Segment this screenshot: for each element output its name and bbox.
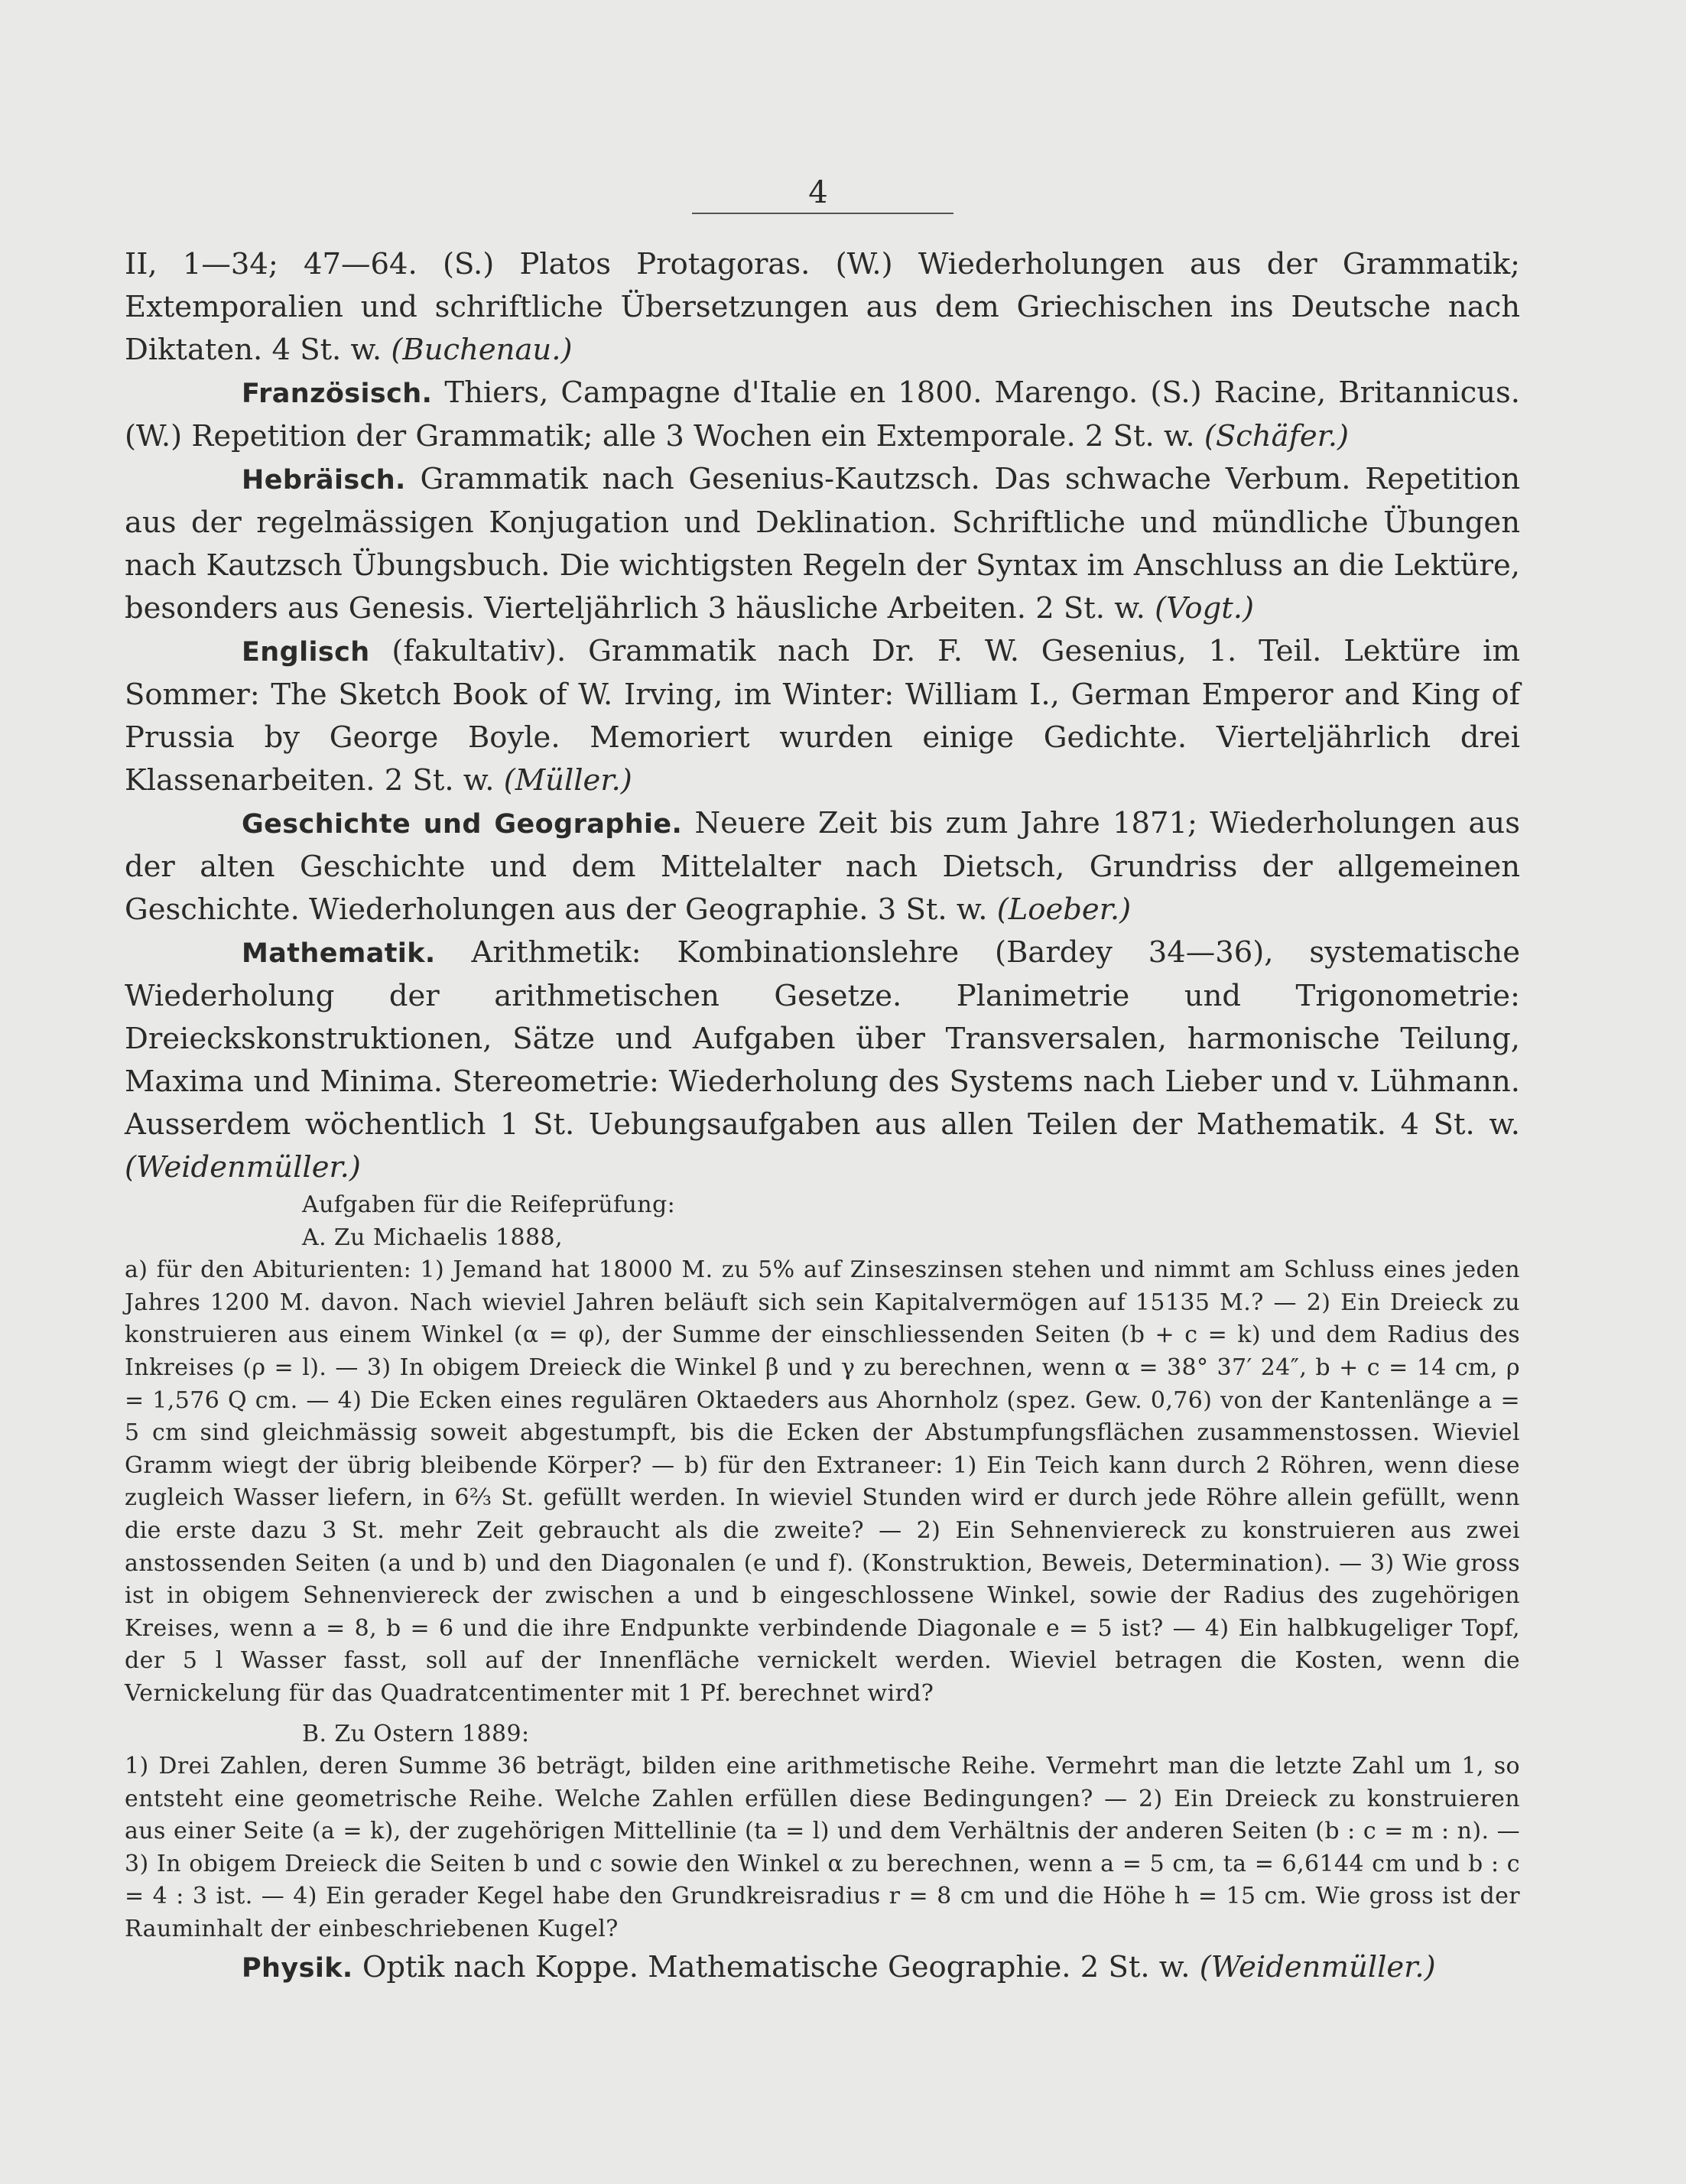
teacher-name: (Loeber.) (996, 892, 1132, 927)
subject-heading: Französisch. (242, 379, 433, 409)
teacher-name: (Weidenmüller.) (125, 1150, 361, 1185)
page-number: 4 (808, 175, 828, 210)
subject-text: Thiers, Campagne d'Italie en 1800. Marengo. (S.) Racine, Britannicus. (W.) Repetition der Grammatik; alle 3 Wochen ein Extemporale. 2 St. w. (125, 375, 1520, 453)
paragraph (125, 243, 1520, 372)
teacher-name: (Schäfer.) (1204, 419, 1350, 453)
subject-heading: Mathematik. (242, 938, 436, 969)
subject-paragraph (125, 802, 1520, 931)
exam-problems: a) für den Abiturienten: 1) Jemand hat 18000 M. zu 5% auf Zinseszinsen stehen und nimmt am Schluss eines jeden Jahres 1200 M. davon. Nach wieviel Jahren beläuft sich sein Kapitalvermögen auf 15135 M.? — 2) Ein Dreieck zu konstruieren aus einem Winkel (α = φ), der Summe der einschliessenden Seiten (b + c = k) und dem Radius des Inkreises (ρ = l). — 3) In obigem Dreieck die Winkel β und γ zu berechnen, wenn α = 38° 37′ 24″, b + c = 14 cm, ρ = 1,576 Q cm. — 4) Die Ecken eines regulären Oktaeders aus Ahornholz (spez. Gew. 0,76) von der Kantenlänge a = 5 cm sind gleichmässig soweit abgestumpft, bis die Ecken der Abstumpfungsflächen zusammenstossen. Wieviel Gramm wiegt der übrig bleibende Körper? — b) für den Extraneer: 1) Ein Teich kann durch 2 Röhren, wenn diese zugleich Wasser liefern, in 6⅔ St. gefüllt werden. In wieviel Stunden wird er durch jede Röhre allein gefüllt, wenn die erste dazu 3 St. mehr Zeit gebraucht als die zweite? — 2) Ein Sehnenviereck zu konstruieren aus zwei anstossenden Seiten (a und b) und den Diagonalen (e und f). (Konstruktion, Beweis, Determination). — 3) Wie gross ist in obigem Sehnenviereck der zwischen a und b eingeschlossene Winkel, sowie der Radius des zugehörigen Kreises, wenn a = 8, b = 6 und die ihre Endpunkte verbindende Diagonale e = 5 ist? — 4) Ein halbkugeliger Topf, der 5 l Wasser fasst, soll auf der Innenfläche vernickelt werden. Wieviel betragen die Kosten, wenn die Vernickelung für das Quadratcentimenter mit 1 Pf. berechnet wird? (125, 1256, 1520, 1707)
exam-subheading: B. Zu Ostern 1889: (302, 1720, 530, 1747)
subject-paragraph (125, 630, 1520, 802)
subject-paragraph (125, 931, 1520, 1189)
exam-subheading: Aufgaben für die Reifeprüfung: (302, 1191, 676, 1218)
teacher-name: (Müller.) (503, 763, 632, 798)
subject-heading: Englisch (242, 637, 370, 668)
header-rule (692, 213, 953, 214)
exam-problems: 1) Drei Zahlen, deren Summe 36 beträgt, bilden eine arithmetische Reihe. Vermehrt man die letzte Zahl um 1, so entsteht eine geometrische Reihe. Welche Zahlen erfüllen diese Bedingungen? — 2) Ein Dreieck zu konstruieren aus einer Seite (a = k), der zugehörigen Mittellinie (ta = l) und dem Verhältnis der anderen Seiten (b : c = m : n). — 3) In obigem Dreieck die Seiten b und c sowie den Winkel α zu berechnen, wenn a = 5 cm, ta = 6,6144 cm und b : c = 4 : 3 ist. — 4) Ein gerader Kegel habe den Grundkreisradius r = 8 cm und die Höhe h = 15 cm. Wie gross ist der Rauminhalt der einbeschriebenen Kugel? (125, 1753, 1520, 1943)
subject-heading: Physik. (242, 1952, 353, 1984)
subject-text: Optik nach Koppe. Mathematische Geographie. 2 St. w. (362, 1949, 1191, 1984)
subject-paragraph (125, 372, 1520, 458)
teacher-name: (Buchenau.) (391, 333, 573, 367)
subject-text: Neuere Zeit bis zum Jahre 1871; Wiederholungen aus der alten Geschichte und dem Mittelalter nach Dietsch, Grundriss der allgemeinen Geschichte. Wiederholungen aus der Geographie. 3 St. w. (125, 806, 1520, 927)
subject-paragraph (125, 458, 1520, 630)
subject-text: Grammatik nach Gesenius-Kautzsch. Das schwache Verbum. Repetition aus der regelmässigen Konjugation und Deklination. Schriftliche und mündliche Übungen nach Kautzsch Übungsbuch. Die wichtigsten Regeln der Syntax im Anschluss an die Lektüre, besonders aus Genesis. Vierteljährlich 3 häusliche Arbeiten. 2 St. w. (125, 462, 1520, 626)
subject-heading: Hebräisch. (242, 465, 406, 496)
subject-text: (fakultativ). Grammatik nach Dr. F. W. Gesenius, 1. Teil. Lektüre im Sommer: The Sketch Book of W. Irving, im Winter: William I., German Emperor and King of Prussia by George Boyle. Memoriert wurden einige Gedichte. Vierteljährlich drei Klassenarbeiten. 2 St. w. (125, 634, 1520, 798)
teacher-name: (Vogt.) (1155, 591, 1254, 626)
paragraph-text: II, 1—34; 47—64. (S.) Platos Protagoras. (W.) Wiederholungen aus der Grammatik; Extemporalien und schriftliche Übersetzungen aus dem Griechischen ins Deutsche nach Diktaten. 4 St. w. (125, 247, 1520, 367)
teacher-name: (Weidenmüller.) (1199, 1949, 1436, 1984)
subject-paragraph (125, 1946, 1520, 1990)
document-body (125, 243, 1520, 1990)
subject-heading: Geschichte und Geographie. (242, 809, 683, 840)
subject-text: Arithmetik: Kombinationslehre (Bardey 34—36), systematische Wiederholung der arithmetischen Gesetze. Planimetrie und Trigonometrie: Dreieckskonstruktionen, Sätze und Aufgaben über Transversalen, harmonische Teilung, Maxima und Minima. Stereometrie: Wiederholung des Systems nach Lieber und v. Lühmann. Ausserdem wöchentlich 1 St. Uebungsaufgaben aus allen Teilen der Mathematik. 4 St. w. (125, 935, 1520, 1142)
exam-subheading: A. Zu Michaelis 1888, (302, 1224, 563, 1251)
